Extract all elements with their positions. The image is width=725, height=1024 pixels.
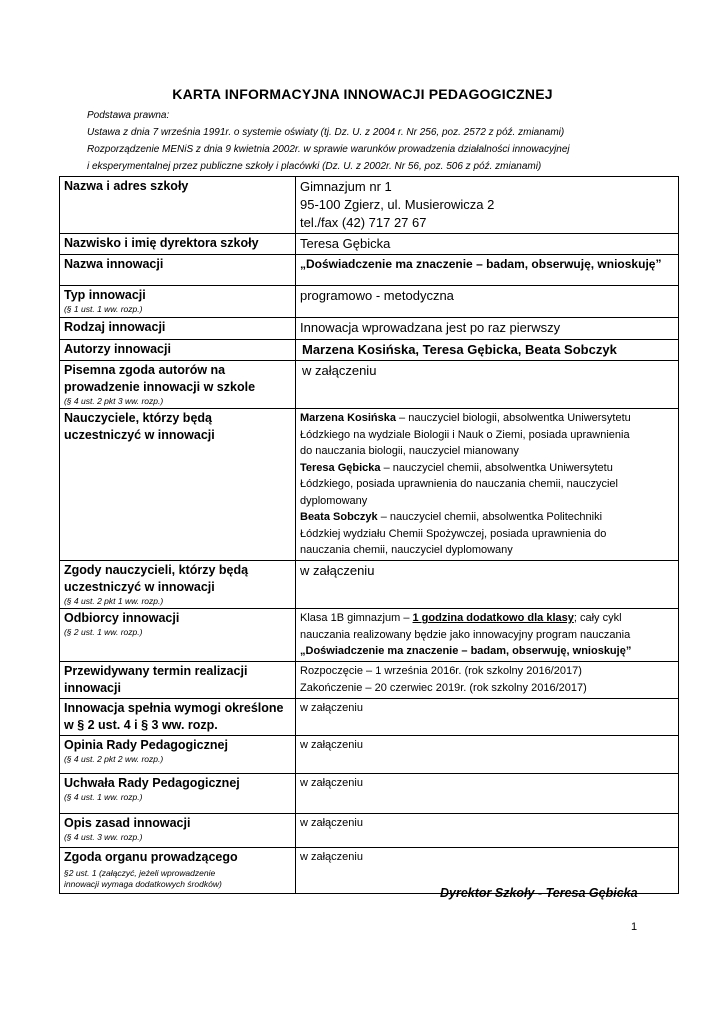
teacher-description: – nauczyciel biologii, absolwentka Uniwersytetu [395, 412, 631, 424]
table-row [60, 234, 679, 255]
row-label: Typ innowacji [64, 288, 146, 302]
row-label: Opinia Rady Pedagogicznej [64, 738, 228, 752]
teacher-description: – nauczyciel chemii, absolwentka Politechniki [377, 511, 603, 523]
innovation-name-cell [296, 255, 679, 286]
director-signature: Dyrektor Szkoły - Teresa Gębicka [440, 886, 638, 900]
row-label-cell [60, 561, 296, 609]
attachment-note: w załączeniu [300, 851, 363, 863]
legal-basis-line: i eksperymentalnej przez publiczne szkoły i placówki (Dz. U. z 2002r. Nr 56, poz. 506 z póź. zmianami) [87, 161, 542, 172]
table-row [60, 774, 679, 814]
row-label: Nazwa innowacji [64, 257, 164, 271]
row-note: (§ 2 ust. 1 ww. rozp.) [64, 627, 143, 637]
row-note: innowacji wymaga dodatkowych środków) [64, 879, 222, 889]
row-label-cell [60, 699, 296, 736]
teacher-name: Beata Sobczyk [300, 511, 378, 523]
row-label-cell [60, 814, 296, 848]
table-row [60, 736, 679, 774]
council-resolution-cell [296, 774, 679, 814]
row-label-cell [60, 848, 296, 894]
table-row [60, 361, 679, 409]
teacher-entry [300, 460, 674, 510]
legal-basis-heading: Podstawa prawna: [87, 110, 170, 121]
row-label-cell [60, 609, 296, 662]
school-address: 95-100 Zgierz, ul. Musierowicza 2 [300, 197, 495, 212]
table-row [60, 699, 679, 736]
row-note: (§ 4 ust. 2 pkt 2 ww. rozp.) [64, 754, 164, 764]
row-note: §2 ust. 1 (załączyć, jeżeli wprowadzenie [64, 868, 216, 878]
row-label-cell [60, 409, 296, 561]
table-row [60, 255, 679, 286]
table-row [60, 609, 679, 662]
table-row [60, 286, 679, 318]
school-phone: tel./fax (42) 717 27 67 [300, 215, 427, 230]
table-row [60, 662, 679, 699]
row-label-cell [60, 177, 296, 234]
innovation-name: „Doświadczenie ma znaczenie – badam, obserwuję, wnioskuję” [300, 257, 662, 271]
teacher-description: Łódzkiej wydziału Chemii Spożywczej, posiada uprawnienia do [300, 527, 607, 540]
table-row [60, 409, 679, 561]
row-note: (§ 1 ust. 1 ww. rozp.) [64, 304, 143, 314]
attachment-note: w załączeniu [302, 363, 377, 378]
recipients-text: Klasa 1B gimnazjum – [300, 612, 413, 624]
row-label-cell [60, 340, 296, 361]
recipients-cell [296, 609, 679, 662]
row-label-cell [60, 361, 296, 409]
row-note: (§ 4 ust. 2 pkt 3 ww. rozp.) [64, 396, 164, 406]
teacher-description: do nauczania biologii, nauczyciel mianowany [300, 445, 519, 457]
row-label: Przewidywany termin realizacji [64, 664, 248, 678]
innovation-name: „Doświadczenie ma znaczenie – badam, obserwuję, wnioskuję” [300, 645, 632, 657]
table-row [60, 318, 679, 340]
legal-basis-line: Rozporządzenie MENiS z dnia 9 kwietnia 2002r. w sprawie warunków prowadzenia działalności innowacyjnej [87, 144, 570, 155]
row-label: innowacji [64, 681, 121, 695]
innovation-type: programowo - metodyczna [300, 288, 454, 303]
teacher-entry [300, 410, 674, 460]
row-label-cell [60, 286, 296, 318]
teacher-description: dyplomowany [300, 494, 368, 507]
teacher-description: Łódzkiego na wydziale Biologii i Nauk o Ziemi, posiada uprawnienia [300, 428, 630, 441]
attachment-note: w załączeniu [300, 563, 375, 578]
row-note: (§ 4 ust. 1 ww. rozp.) [64, 792, 143, 802]
authors-consent-cell [296, 361, 679, 409]
attachment-note: w załączeniu [300, 777, 363, 789]
term-end: Zakończenie – 20 czerwiec 2019r. (rok szkolny 2016/2017) [300, 681, 587, 694]
table-row [60, 340, 679, 361]
document-title: KARTA INFORMACYJNA INNOWACJI PEDAGOGICZNEJ [172, 86, 553, 102]
authors-cell [296, 340, 679, 361]
row-label: prowadzenie innowacji w szkole [64, 380, 256, 394]
director-name: Teresa Gębicka [300, 236, 391, 251]
row-label: Autorzy innowacji [64, 342, 171, 356]
row-label: Nazwisko i imię dyrektora szkoły [64, 236, 259, 250]
table-row [60, 561, 679, 609]
attachment-note: w załączeniu [300, 702, 363, 714]
recipients-hours: 1 godzina dodatkowo dla klasy [412, 612, 574, 624]
row-label: uczestniczyć w innowacji [64, 428, 215, 442]
teacher-description: nauczania chemii, nauczyciel dyplomowany [300, 544, 513, 556]
row-label-cell [60, 774, 296, 814]
row-label: w § 2 ust. 4 i § 3 ww. rozp. [64, 718, 218, 732]
row-label: Uchwała Rady Pedagogicznej [64, 776, 240, 790]
teacher-name: Marzena Kosińska [300, 412, 396, 424]
row-label-cell [60, 318, 296, 340]
row-label-cell [60, 255, 296, 286]
legal-basis [87, 107, 667, 175]
row-label: Nazwa i adres szkoły [64, 179, 189, 193]
innovation-type-cell [296, 286, 679, 318]
teacher-name: Teresa Gębicka [300, 461, 381, 474]
row-label: Pisemna zgoda autorów na [64, 363, 226, 377]
term-cell [296, 662, 679, 699]
teacher-description: Łódzkiego, posiada uprawnienia do nauczania chemii, nauczyciel [300, 478, 618, 490]
authors-list: Marzena Kosińska, Teresa Gębicka, Beata Sobczyk [302, 342, 617, 357]
director-cell [296, 234, 679, 255]
principles-cell [296, 814, 679, 848]
row-label-cell [60, 662, 296, 699]
row-label: Rodzaj innowacji [64, 320, 166, 334]
innovation-kind-cell [296, 318, 679, 340]
teacher-description: – nauczyciel chemii, absolwentka Uniwersytetu [380, 461, 613, 474]
row-note: (§ 4 ust. 3 ww. rozp.) [64, 832, 143, 842]
information-card-table [59, 176, 679, 894]
recipients-text: ; cały cykl [573, 612, 622, 624]
legal-basis-line: Ustawa z dnia 7 września 1991r. o systemie oświaty (tj. Dz. U. z 2004 r. Nr 256, poz. 2572 z póź. zmianami) [87, 127, 565, 138]
teacher-entry [300, 509, 674, 559]
teachers-cell [296, 409, 679, 561]
term-start: Rozpoczęcie – 1 września 2016r. (rok szkolny 2016/2017) [300, 665, 582, 677]
row-label: Odbiorcy innowacji [64, 611, 180, 625]
school-address-cell [296, 177, 679, 234]
innovation-kind: Innowacja wprowadzana jest po raz pierwszy [300, 320, 561, 335]
teachers-consent-cell [296, 561, 679, 609]
requirements-cell [296, 699, 679, 736]
table-row [60, 814, 679, 848]
attachment-note: w załączeniu [300, 739, 363, 751]
page-number: 1 [631, 921, 638, 933]
attachment-note: w załączeniu [300, 817, 363, 829]
row-label: Zgody nauczycieli, którzy będą [64, 563, 249, 577]
row-note: (§ 4 ust. 2 pkt 1 ww. rozp.) [64, 596, 164, 606]
council-opinion-cell [296, 736, 679, 774]
row-label: Innowacja spełnia wymogi określone [64, 701, 284, 715]
table-row [60, 177, 679, 234]
row-label: Nauczyciele, którzy będą [64, 411, 212, 425]
school-name: Gimnazjum nr 1 [300, 179, 392, 194]
row-label-cell [60, 736, 296, 774]
row-label: uczestniczyć w innowacji [64, 580, 215, 594]
recipients-text: nauczania realizowany będzie jako innowacyjny program nauczania [300, 628, 631, 641]
row-label: Opis zasad innowacji [64, 816, 191, 830]
row-label-cell [60, 234, 296, 255]
row-label: Zgoda organu prowadzącego [64, 850, 238, 864]
